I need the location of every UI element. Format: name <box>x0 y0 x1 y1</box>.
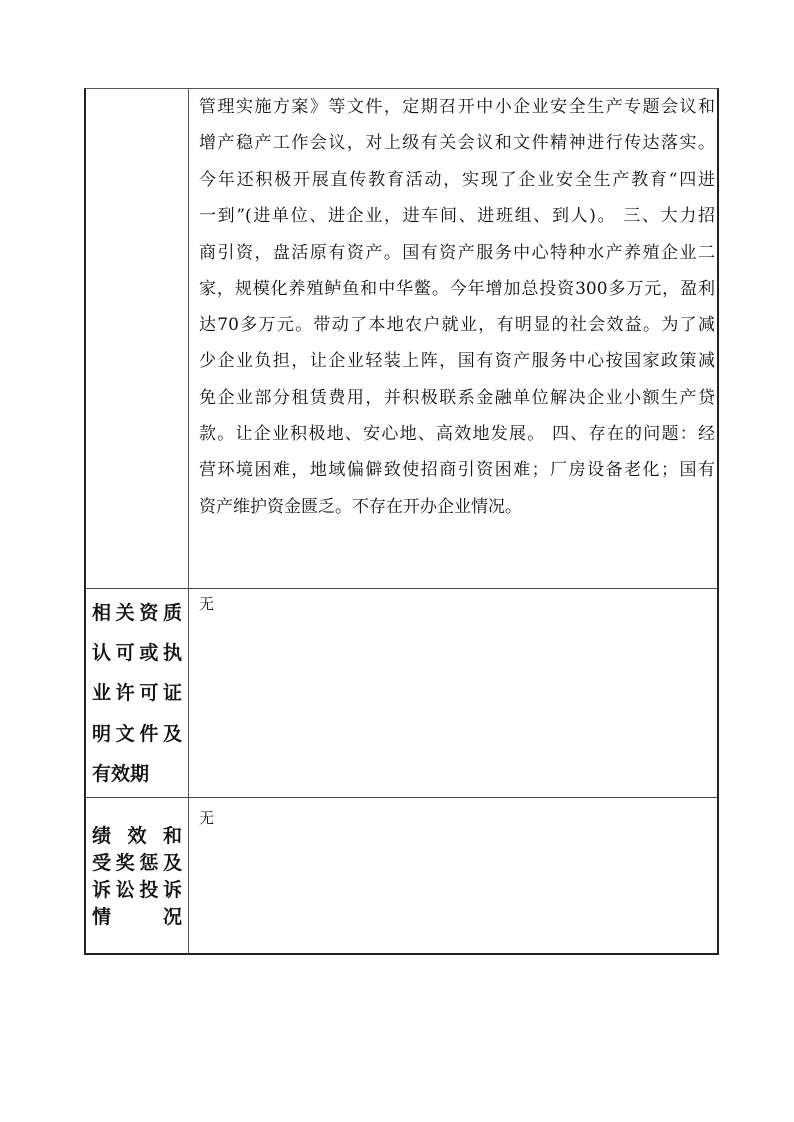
text-line: 少企业负担，让企业轻装上阵，国有资产服务中心按国家政策减 <box>199 351 715 371</box>
text-line: 今年还积极开展直传教育活动，实现了企业安全生产教育“四进 <box>199 170 715 190</box>
label-line: 有效期 <box>92 763 150 785</box>
text-line: 款。让企业积极地、安心地、高效地发展。 四、存在的问题：经 <box>199 424 715 444</box>
label-line: 认可或执 <box>92 642 182 664</box>
text-line: 商引资，盘活原有资产。国有资产服务中心特种水产养殖企业二 <box>199 243 715 263</box>
row-divider <box>86 588 717 589</box>
label-line: 业许可证 <box>92 682 182 704</box>
label-line: 绩效和 <box>92 825 182 847</box>
text-line: 家，规模化养殖鲈鱼和中华鳖。今年增加总投资300多万元，盈利 <box>199 279 715 299</box>
text-line: 达70多万元。带动了本地农户就业，有明显的社会效益。为了减 <box>199 315 715 335</box>
column-divider <box>188 89 189 953</box>
row-divider <box>86 797 717 798</box>
label-line: 情况 <box>92 906 182 928</box>
text-line: 免企业部分租赁费用，并积极联系金融单位解决企业小额生产贷 <box>199 388 715 408</box>
label-line: 相关资质 <box>92 602 182 624</box>
text-line: 资产维护资金匮乏。不存在开办企业情况。 <box>199 497 522 517</box>
text-line: 管理实施方案》等文件，定期召开中小企业安全生产专题会议和 <box>199 97 715 117</box>
qualification-value: 无 <box>199 595 215 613</box>
text-line: 营环境困难，地域偏僻致使招商引资困难；厂房设备老化；国有 <box>199 460 715 480</box>
text-line: 一到”(进单位、进企业，进车间、进班组、到人)。 三、大力招 <box>199 206 715 226</box>
info-table <box>84 88 719 955</box>
performance-value: 无 <box>199 809 215 827</box>
label-line: 明文件及 <box>92 723 182 745</box>
label-line: 受奖惩及 <box>92 852 182 874</box>
label-line: 诉讼投诉 <box>92 879 182 901</box>
text-line: 增产稳产工作会议，对上级有关会议和文件精神进行传达落实。 <box>199 133 715 153</box>
